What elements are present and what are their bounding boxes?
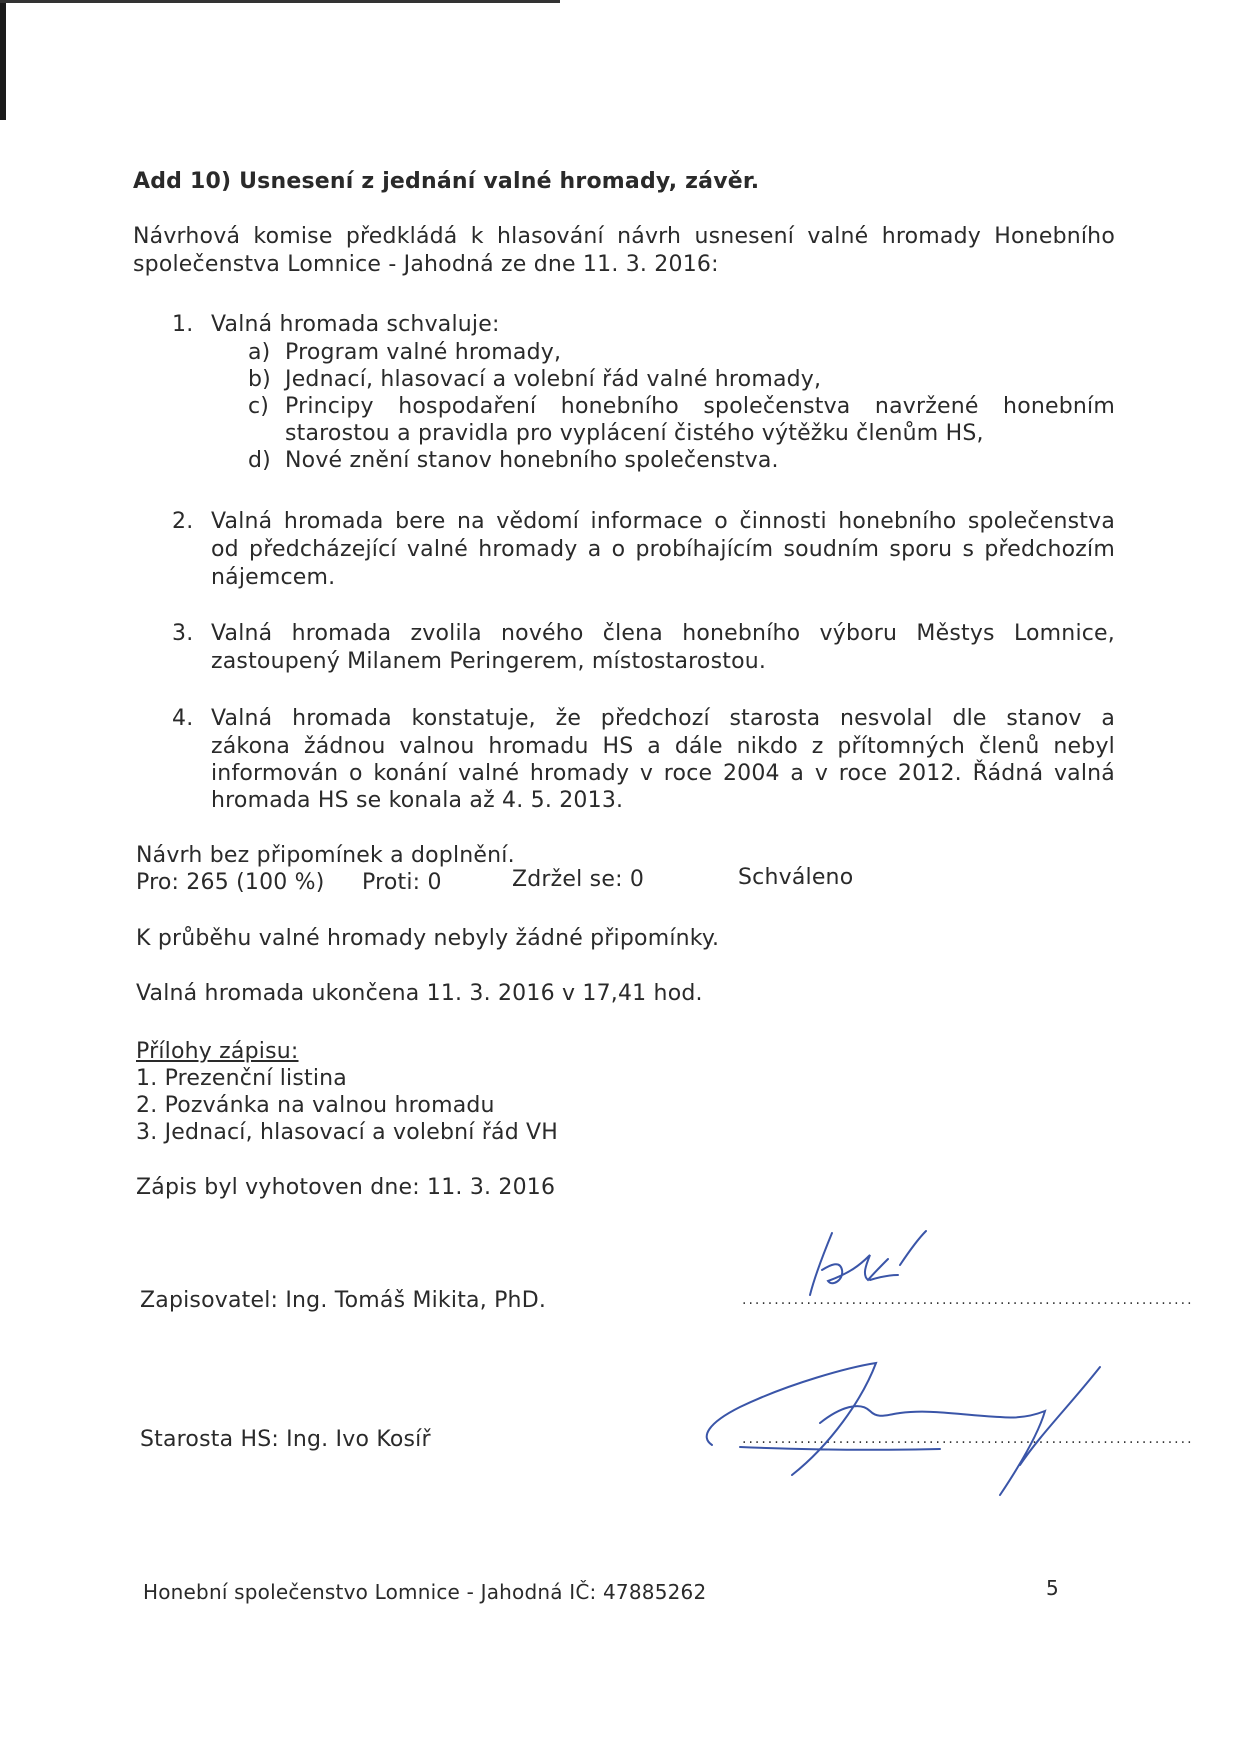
- item-1c-line-2: starostou a pravidla pro vyplácení čistého výtěžku členům HS,: [285, 421, 984, 446]
- item-1-number: 1.: [172, 312, 194, 337]
- recorder-signature-line: ......................................................................: [742, 1292, 1194, 1308]
- attachment-item: 3. Jednací, hlasovací a volební řád VH: [136, 1120, 559, 1145]
- footer-organization: Honební společenstvo Lomnice - Jahodná IČ: 47885262: [143, 1580, 707, 1604]
- recorder-label: Zapisovatel: Ing. Tomáš Mikita, PhD.: [140, 1288, 547, 1313]
- item-4-line-2: zákona žádnou valnou hromadu HS a dále nikdo z přítomných členů nebyl: [211, 734, 1115, 759]
- item-1c-line-1: Principy hospodaření honebního společenstva navržené honebním: [285, 394, 1115, 419]
- item-1a-text: Program valné hromady,: [285, 340, 562, 365]
- item-1b-text: Jednací, hlasovací a volební řád valné hromady,: [285, 367, 822, 392]
- remarks-text: K průběhu valné hromady nebyly žádné připomínky.: [136, 926, 720, 951]
- item-1a-letter: a): [248, 340, 271, 365]
- item-2-line-1: Valná hromada bere na vědomí informace o činnosti honebního společenstva: [211, 509, 1115, 534]
- scan-top-mark: [0, 0, 560, 3]
- item-4-line-4: hromada HS se konala až 4. 5. 2013.: [211, 788, 624, 813]
- item-4-number: 4.: [172, 706, 194, 731]
- meeting-ended-text: Valná hromada ukončena 11. 3. 2016 v 17,41 hod.: [136, 981, 703, 1006]
- prepared-date: Zápis byl vyhotoven dne: 11. 3. 2016: [136, 1175, 556, 1200]
- item-1c-letter: c): [248, 394, 270, 419]
- intro-line-1: Návrhová komise předkládá k hlasování návrh usnesení valné hromady Honebního: [133, 224, 1115, 249]
- recorder-signature: [770, 1225, 940, 1315]
- scan-edge-mark: [0, 0, 6, 120]
- item-2-line-2: od předcházející valné hromady a o probíhajícím soudním sporu s předchozím: [211, 537, 1115, 562]
- chairman-signature-line: ......................................................................: [742, 1431, 1194, 1447]
- vote-pro: Pro: 265 (100 %): [136, 870, 325, 895]
- attachments-title: Přílohy zápisu:: [136, 1039, 299, 1064]
- item-1b-letter: b): [248, 367, 271, 392]
- item-2-line-3: nájemcem.: [211, 565, 336, 590]
- attachment-item: 2. Pozvánka na valnou hromadu: [136, 1093, 495, 1118]
- intro-line-2: společenstva Lomnice - Jahodná ze dne 11. 3. 2016:: [133, 252, 719, 277]
- chairman-label: Starosta HS: Ing. Ivo Kosíř: [140, 1427, 431, 1452]
- vote-abstain: Zdržel se: 0: [512, 867, 645, 892]
- item-3-line-1: Valná hromada zvolila nového člena honebního výboru Městys Lomnice,: [211, 621, 1115, 646]
- item-1d-text: Nové znění stanov honebního společenstva.: [285, 448, 779, 473]
- page-number: 5: [1046, 1576, 1059, 1600]
- item-1d-letter: d): [248, 448, 271, 473]
- section-heading: Add 10) Usnesení z jednání valné hromady, závěr.: [133, 169, 760, 194]
- vote-result: Schváleno: [738, 865, 854, 890]
- chairman-signature: [700, 1345, 1140, 1510]
- attachment-item: 1. Prezenční listina: [136, 1066, 347, 1091]
- item-3-number: 3.: [172, 621, 194, 646]
- item-1-text: Valná hromada schvaluje:: [211, 312, 500, 337]
- vote-proti: Proti: 0: [362, 870, 442, 895]
- item-4-line-3: informován o konání valné hromady v roce 2004 a v roce 2012. Řádná valná: [211, 761, 1115, 786]
- item-3-line-2: zastoupený Milanem Peringerem, místostarostou.: [211, 649, 767, 674]
- item-2-number: 2.: [172, 509, 194, 534]
- vote-note: Návrh bez připomínek a doplnění.: [136, 843, 515, 868]
- item-4-line-1: Valná hromada konstatuje, že předchozí starosta nesvolal dle stanov a: [211, 706, 1115, 731]
